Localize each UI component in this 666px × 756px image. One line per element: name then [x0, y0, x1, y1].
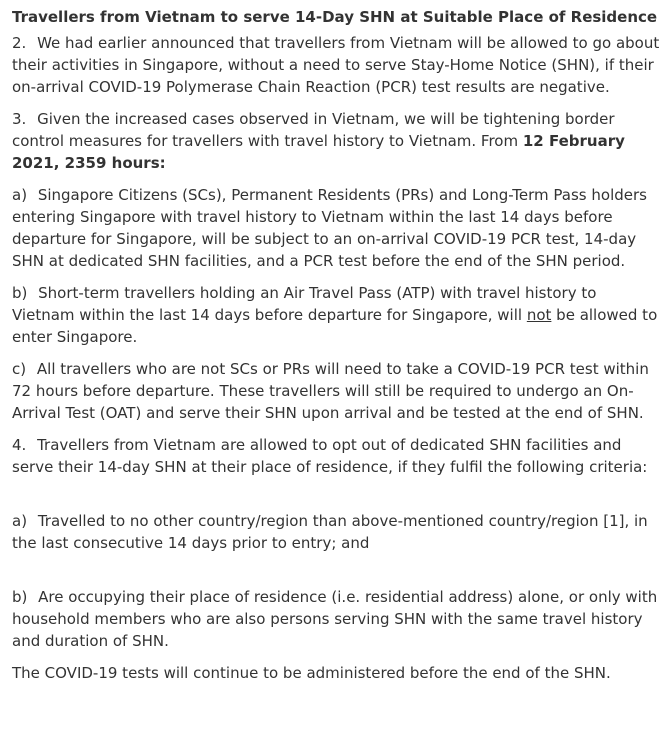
- paragraph-3a: [12, 184, 662, 272]
- paragraph-number: c): [12, 360, 27, 378]
- paragraph-4a: [12, 510, 662, 554]
- paragraph-text: The COVID-19 tests will continue to be administered before the end of the SHN.: [12, 664, 611, 682]
- paragraph-3c: [12, 358, 662, 424]
- document-body: [12, 6, 662, 694]
- paragraph-text: All travellers who are not SCs or PRs will need to take a COVID-19 PCR test within 72 hours before departure. These travellers will still be required to undergo an On-Arrival Test (OAT) and serve their SHN upon arrival and be tested at the end of SHN.: [12, 360, 649, 422]
- paragraph-number: b): [12, 588, 28, 606]
- paragraph-number: 4.: [12, 436, 27, 454]
- paragraph-text: Short-term travellers holding an Air Travel Pass (ATP) with travel history to Vietnam within the last 14 days before departure for Singapore, will: [12, 284, 597, 324]
- underlined-not: not: [526, 306, 552, 324]
- paragraph-text: Travellers from Vietnam are allowed to opt out of dedicated SHN facilities and serve their 14-day SHN at their place of residence, if they fulfil the following criteria:: [12, 436, 648, 476]
- paragraph-final: [12, 662, 662, 684]
- paragraph-number: a): [12, 186, 28, 204]
- paragraph-text: Given the increased cases observed in Vietnam, we will be tightening border control measures for travellers with travel history to Vietnam. From: [12, 110, 615, 150]
- paragraph-4: [12, 434, 662, 478]
- paragraph-number: a): [12, 512, 28, 530]
- paragraph-4b: [12, 586, 662, 652]
- paragraph-number: 3.: [12, 110, 27, 128]
- paragraph-3b: [12, 282, 662, 348]
- paragraph-text: Singapore Citizens (SCs), Permanent Residents (PRs) and Long-Term Pass holders entering Singapore with travel history to Vietnam within the last 14 days before departure for Singapore, will be subject to an on-arrival COVID-19 PCR test, 14-day SHN at dedicated SHN facilities, and a PCR test before the end of the SHN period.: [12, 186, 647, 270]
- paragraph-2: [12, 32, 662, 98]
- paragraph-text-end: be allowed to enter Singapore.: [12, 306, 658, 346]
- paragraph-text: We had earlier announced that travellers from Vietnam will be allowed to go about their activities in Singapore, without a need to serve Stay-Home Notice (SHN), if their on-arrival COVID-19 Polymerase Chain Reaction (PCR) test results are negative.: [12, 34, 660, 96]
- paragraph-text: Travelled to no other country/region than above-mentioned country/region [1], in the last consecutive 14 days prior to entry; and: [12, 512, 648, 552]
- paragraph-3: [12, 108, 662, 174]
- document-title: Travellers from Vietnam to serve 14-Day SHN at Suitable Place of Residence: [12, 8, 658, 26]
- paragraph-text: Are occupying their place of residence (i.e. residential address) alone, or only with household members who are also persons serving SHN with the same travel history and duration of SHN.: [12, 588, 658, 650]
- paragraph-number: b): [12, 284, 28, 302]
- effective-date: 12 February 2021, 2359 hours:: [12, 132, 625, 172]
- paragraph-number: 2.: [12, 34, 27, 52]
